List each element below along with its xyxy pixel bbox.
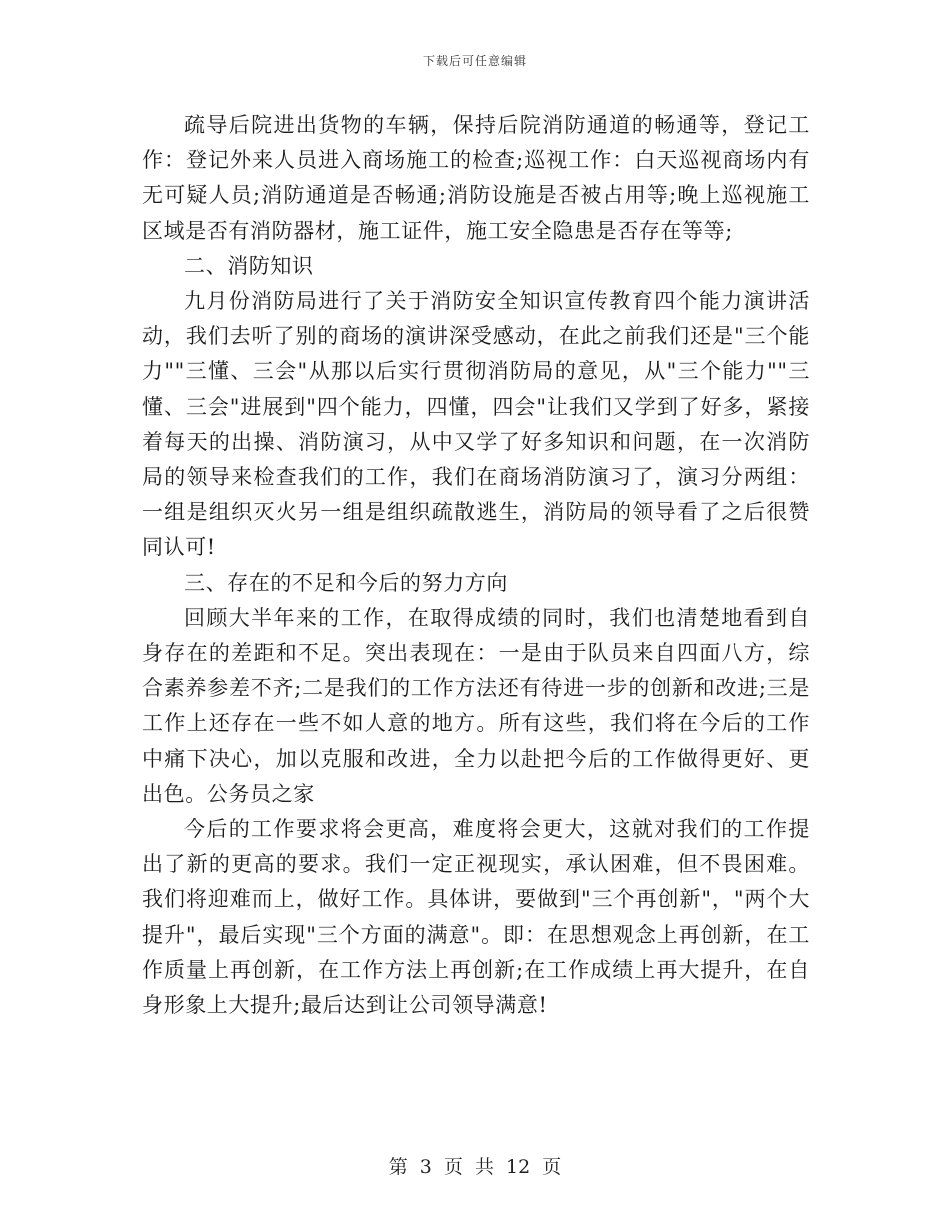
paragraph-fire-knowledge: 九月份消防局进行了关于消防安全知识宣传教育四个能力演讲活动，我们去听了别的商场的演讲深受感动，在此之前我们还是"三个能力""三懂、三会"从那以后实行贯彻消防局的意见，从"三个能力""三懂、三会"进展到"四个能力，四懂，四会"让我们又学到了好多，紧接着每天的出操、消防演习，从中又学了好多知识和问题，在一次消防局的领导来检查我们的工作，我们在商场消防演习了，演习分两组：一组是组织灭火另一组是组织疏散逃生，消防局的领导看了之后很赞同认可! [142,289,810,560]
document-body [142,108,810,1023]
section-heading-shortcomings: 三、存在的不足和今后的努力方向 [184,570,508,595]
page-number: 第 3 页 共 12 页 [388,1156,562,1178]
page-header: 下载后可任意编辑 [422,54,527,68]
paragraph-shortcomings: 回顾大半年来的工作，在取得成绩的同时，我们也清楚地看到自身存在的差距和不足。突出表现在：一是由于队员来自四面八方，综合素养参差不齐;二是我们的工作方法还有待进一步的创新和改进;三是工作上还存在一些不如人意的地方。所有这些，我们将在今后的工作中痛下决心，加以克服和改进，全力以赴把今后的工作做得更好、更出色。公务员之家 [142,605,810,806]
paragraph-future-requirements: 今后的工作要求将会更高，难度将会更大，这就对我们的工作提出了新的更高的要求。我们一定正视现实，承认困难，但不畏困难。我们将迎难而上，做好工作。具体讲，要做到"三个再创新"，"两个大提升"，最后实现"三个方面的满意"。即：在思想观念上再创新，在工作质量上再创新，在工作方法上再创新;在工作成绩上再大提升，在自身形象上大提升;最后达到让公司领导满意! [142,817,810,1018]
paragraph-patrol-duties: 疏导后院进出货物的车辆，保持后院消防通道的畅通等，登记工作：登记外来人员进入商场施工的检查;巡视工作：白天巡视商场内有无可疑人员;消防通道是否畅通;消防设施是否被占用等;晚上巡视施工区域是否有消防器材，施工证件，施工安全隐患是否存在等等; [142,113,810,243]
section-heading-fire-knowledge: 二、消防知识 [184,253,314,278]
